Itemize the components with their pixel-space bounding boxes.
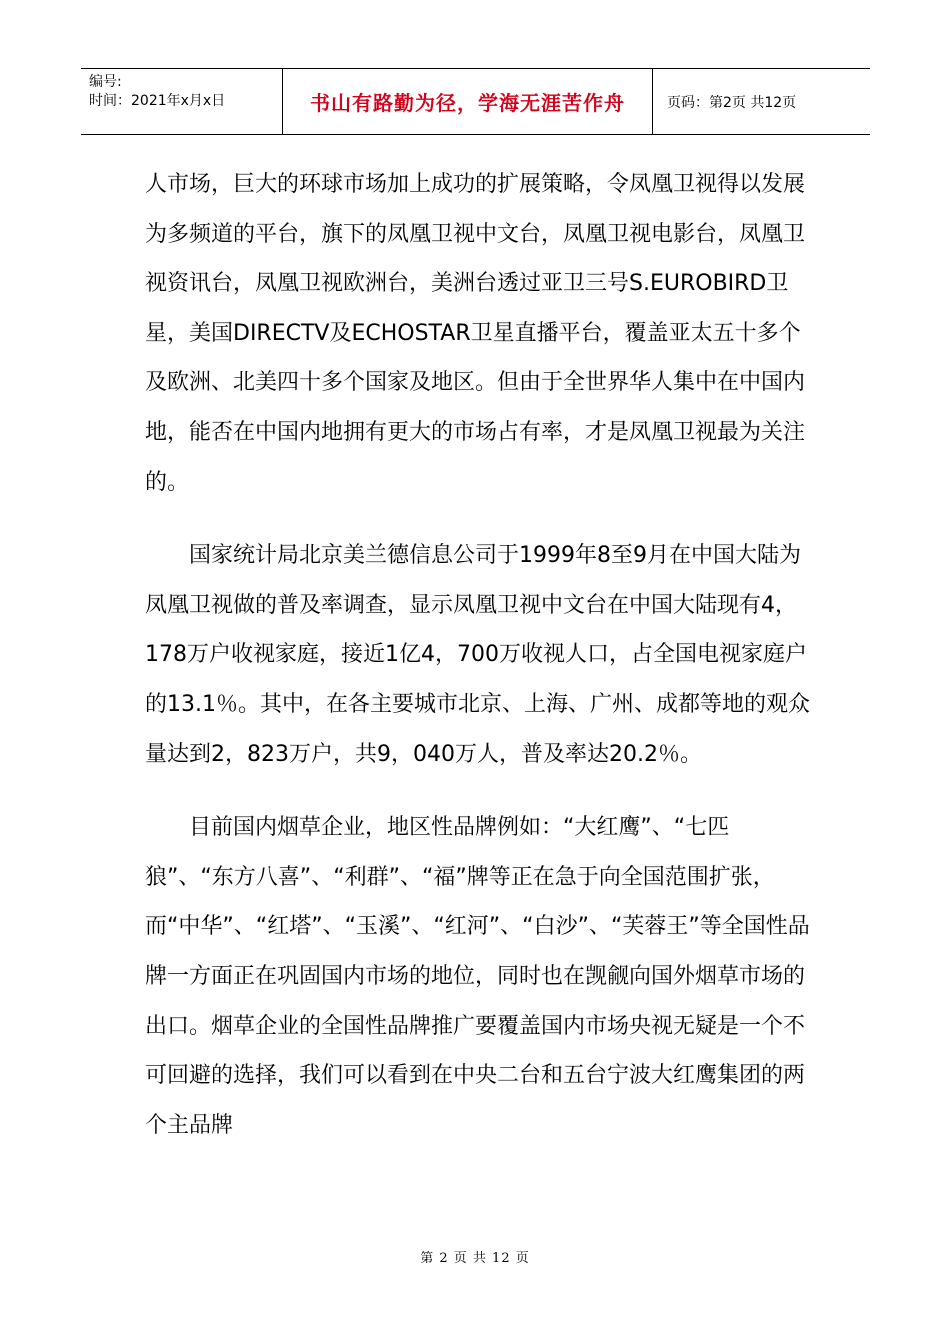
body-paragraph: 国家统计局北京美兰德信息公司于1999年8至9月在中国大陆为凤凰卫视做的普及率调查，显示凤凰卫视中文台在中国大陆现有4，178万户收视家庭，接近1亿4，700万收视人口，占全国电视家庭户的13.1％。其中，在各主要城市北京、上海、广州、成都等地的观众量达到2，823万户，共9，040万人，普及率达20.2％。: [145, 543, 810, 767]
document-number-label: 编号:: [89, 74, 122, 90]
document-time-label: 时间：2021年x月x日: [89, 93, 226, 109]
page-footer: 第 2 页 共 12 页: [420, 1251, 530, 1266]
body-paragraph: 目前国内烟草企业，地区性品牌例如：“大红鹰”、“七匹狼”、“东方八喜”、“利群”、“福”牌等正在急于向全国范围扩张，而“中华”、“红塔”、“玉溪”、“红河”、“白沙”、“芙蓉王”等全国性品牌一方面正在巩固国内市场的地位，同时也在觊觎向国外烟草市场的出口。烟草企业的全国性品牌推广要覆盖国内市场央视无疑是一个不可回避的选择，我们可以看到在中央二台和五台宁波大红鹰集团的两个主品牌: [145, 815, 810, 1138]
document-body: [145, 160, 815, 1174]
body-paragraph: 人市场，巨大的环球市场加上成功的扩展策略，令凤凰卫视得以发展为多频道的平台，旗下的凤凰卫视中文台，凤凰卫视电影台，凤凰卫视资讯台，凤凰卫视欧洲台，美洲台透过亚卫三号S.EUROBIRD卫星，美国DIRECTV及ECHOSTAR卫星直播平台，覆盖亚太五十多个及欧洲、北美四十多个国家及地区。但由于全世界华人集中在中国内地，能否在中国内地拥有更大的市场占有率，才是凤凰卫视最为关注的。: [145, 172, 806, 495]
header-page-info: 页码：第2页 共12页: [667, 94, 797, 111]
header-motto: 书山有路勤为径，学海无涯苦作舟: [283, 69, 653, 134]
header-meta: [81, 69, 283, 134]
page-header: [81, 68, 870, 135]
